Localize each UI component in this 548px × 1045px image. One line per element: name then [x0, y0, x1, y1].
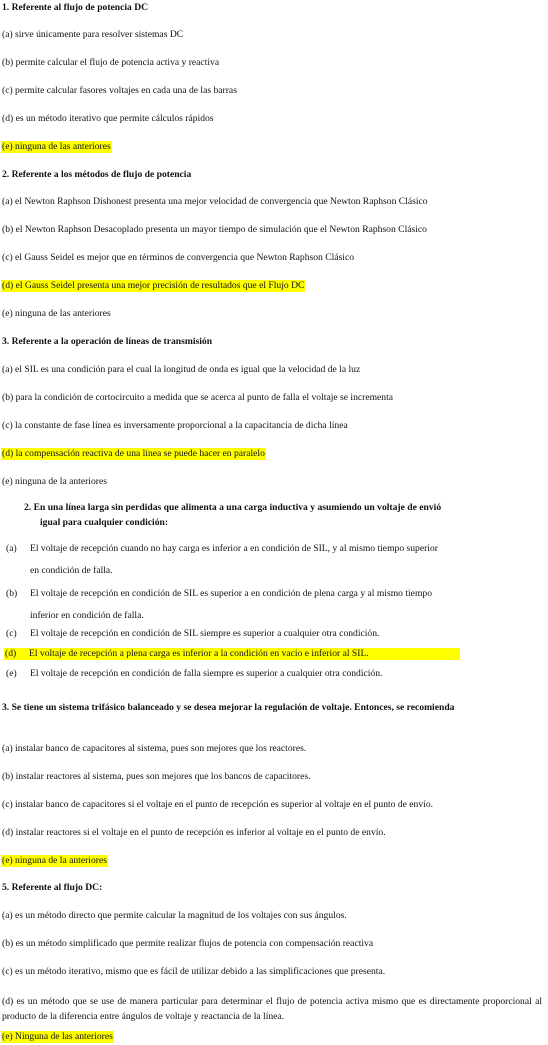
q4-option-e-line1: El voltaje de recepción en condición de falla siempre es superior a cualquier otra condición. — [30, 668, 383, 679]
question-2-title: 2. Referente a los métodos de flujo de potencia — [2, 169, 192, 180]
q5-option-d: (d) instalar reactores si el voltaje en el punto de recepción es inferior al voltaje en el punto de envío. — [2, 827, 386, 838]
q2-option-d-highlighted: (d) el Gauss Seidel presenta una mejor precisión de resultados que el Flujo DC — [2, 280, 305, 291]
q1-option-c: (c) permite calcular fasores voltajes en cada una de las barras — [2, 85, 237, 96]
q4-option-a-label: (a) — [6, 543, 17, 554]
q2-option-c: (c) el Gauss Seidel es mejor que en términos de convergencia que Newton Raphson Clásico — [2, 252, 355, 263]
q6-option-b: (b) es un método simplificado que permite realizar flujos de potencia con compensación reactiva — [2, 938, 374, 949]
q1-option-e-highlighted: (e) ninguna de las anteriores — [2, 141, 111, 152]
q5-option-b: (b) instalar reactores al sistema, pues son mejores que los bancos de capacitores. — [2, 771, 311, 782]
question-3-title: 3. Referente a la operación de líneas de transmisión — [2, 336, 213, 347]
q4-option-e-label: (e) — [6, 668, 17, 679]
question-6-title: 5. Referente al flujo DC: — [2, 882, 103, 893]
q6-option-e-highlighted: (e) Ninguna de las anteriores — [2, 1031, 113, 1042]
q4-option-d-highlighted — [4, 648, 460, 660]
q5-option-a: (a) instalar banco de capacitores al sistema, pues son mejores que los reactores. — [2, 743, 307, 754]
q4-option-a-line2: en condición de falla. — [30, 565, 113, 576]
q2-option-e: (e) ninguna de las anteriores — [2, 308, 111, 319]
question-1-title: 1. Referente al flujo de potencia DC — [2, 2, 149, 13]
q6-option-c: (c) es un método iterativo, mismo que es fácil de utilizar debido a las simplificaciones que presenta. — [2, 966, 386, 977]
q6-option-d: (d) es un método que se use de manera particular para determinar el flujo de potencia activa mismo que es directamente proporcional al producto de la diferencia entre ángulos de voltaje y reactancia de la línea. — [2, 996, 542, 1022]
q4-option-b-line1: El voltaje de recepción en condición de SIL es superior a en condición de plena carga y al mismo tiempo — [30, 588, 433, 599]
q1-option-a: (a) sirve únicamente para resolver sistemas DC — [2, 29, 184, 40]
q6-option-a: (a) es un método directo que permite calcular la magnitud de los voltajes con sus ángulos. — [2, 910, 347, 921]
q3-option-d-highlighted: (d) la compensación reactiva de una línea se puede hacer en paralelo — [2, 448, 265, 459]
q1-option-b: (b) permite calcular el flujo de potencia activa y reactiva — [2, 57, 220, 68]
q3-option-b: (b) para la condición de cortocircuito a medida que se acerca al punto de falla el voltaje se incrementa — [2, 392, 394, 403]
q4-option-b-line2: inferior en condición de falla. — [30, 610, 144, 621]
question-4-title-line2: igual para cualquier condición: — [40, 517, 169, 528]
q4-option-c-label: (c) — [6, 628, 17, 639]
question-5-title: 3. Se tiene un sistema trifásico balanceado y se desea mejorar la regulación de voltaje. Entonces, se recomienda — [2, 702, 455, 713]
q4-option-a-line1: El voltaje de recepción cuando no hay carga es inferior a en condición de SIL, y al mismo tiempo superior — [30, 543, 438, 554]
q2-option-b: (b) el Newton Raphson Desacoplado presenta un mayor tiempo de simulación que el Newton Raphson Clásico — [2, 224, 427, 235]
q5-option-e-highlighted: (e) ninguna de la anteriores — [2, 855, 107, 866]
q1-option-d: (d) es un método iterativo que permite cálculos rápidos — [2, 113, 214, 124]
q3-option-e: (e) ninguna de la anteriores — [2, 476, 107, 487]
q3-option-a: (a) el SIL es una condición para el cual la longitud de onda es igual que la velocidad de la luz — [2, 364, 361, 375]
q4-option-d-line1: El voltaje de recepción a plena carga es inferior a la condición en vacío e inferior al SIL. — [29, 648, 369, 659]
q3-option-c: (c) la constante de fase línea es inversamente proporcional a la capacitancia de dicha línea — [2, 420, 348, 431]
q4-option-c-line1: El voltaje de recepción en condición de SIL siempre es superior a cualquier otra condición. — [30, 628, 380, 639]
q4-option-d-label: (d) — [5, 648, 17, 659]
q4-option-b-label: (b) — [6, 588, 18, 599]
q5-option-c: (c) instalar banco de capacitores si el voltaje en el punto de recepción es superior al voltaje en el punto de envío. — [2, 799, 434, 810]
question-4-title-line1: 2. En una línea larga sin perdidas que alimenta a una carga inductiva y asumiendo un voltaje de envió — [24, 502, 442, 513]
q2-option-a: (a) el Newton Raphson Dishonest presenta una mejor velocidad de convergencia que Newton Raphson Clásico — [2, 196, 428, 207]
